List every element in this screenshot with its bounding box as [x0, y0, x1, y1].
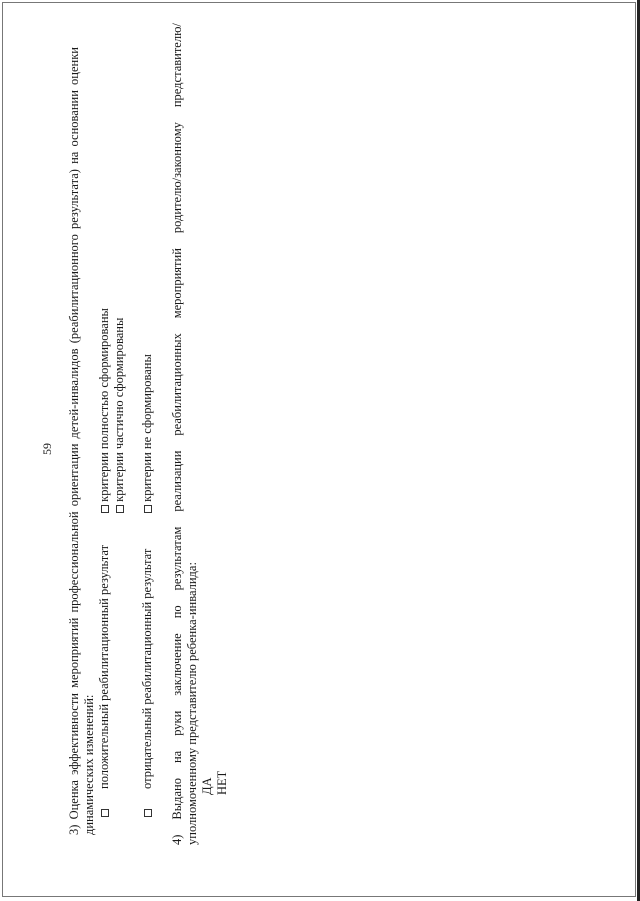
criteria-none-label: критерии не сформированы [140, 354, 154, 502]
s4-word: реализации [170, 450, 184, 512]
negative-result-label: отрицательный реабилитационный результат [140, 548, 154, 789]
positive-result-checkbox[interactable] [101, 809, 109, 817]
s4-word: реабилитационных [170, 333, 184, 436]
negative-result-checkbox[interactable] [144, 809, 152, 817]
negative-result-row [140, 809, 155, 817]
s4-word: заключение [170, 633, 184, 696]
s4-word: мероприятий [170, 248, 184, 319]
s4-word: представителю/ [170, 23, 184, 108]
s4-word: на [170, 750, 184, 764]
criteria-partial-label: критерии частично сформированы [112, 317, 126, 502]
criteria-partial-row [112, 318, 127, 513]
s4-word: 4) [170, 834, 184, 845]
s4-word: Выдано [170, 778, 184, 820]
criteria-full-checkbox[interactable] [101, 505, 109, 513]
criteria-none-row [140, 354, 155, 513]
criteria-full-label: критерии полностью сформированы [97, 308, 111, 502]
s4-word: руки [170, 710, 184, 736]
option-no: НЕТ [215, 770, 229, 795]
section4-line1 [170, 23, 185, 845]
s4-word: результатам [170, 526, 184, 591]
section3-title-line1: 3) Оценка эффективности мероприятий профессиональной ориентации детей-инвалидов (реабилитационного результата) на основании оценки [67, 47, 81, 835]
page-number: 59 [40, 443, 54, 455]
criteria-full-row [97, 308, 112, 513]
criteria-none-checkbox[interactable] [144, 505, 152, 513]
s4-word: родителю/законному [170, 122, 184, 234]
criteria-partial-checkbox[interactable] [116, 505, 124, 513]
section4-line2: уполномоченному представителю ребенка-инвалида: [185, 562, 199, 845]
s4-word: по [170, 605, 184, 619]
section3-title-line2: динамических изменений: [82, 694, 96, 835]
positive-result-row [97, 809, 112, 817]
positive-result-label: положительный реабилитационный результат [97, 544, 111, 789]
option-yes: ДА [200, 777, 214, 795]
